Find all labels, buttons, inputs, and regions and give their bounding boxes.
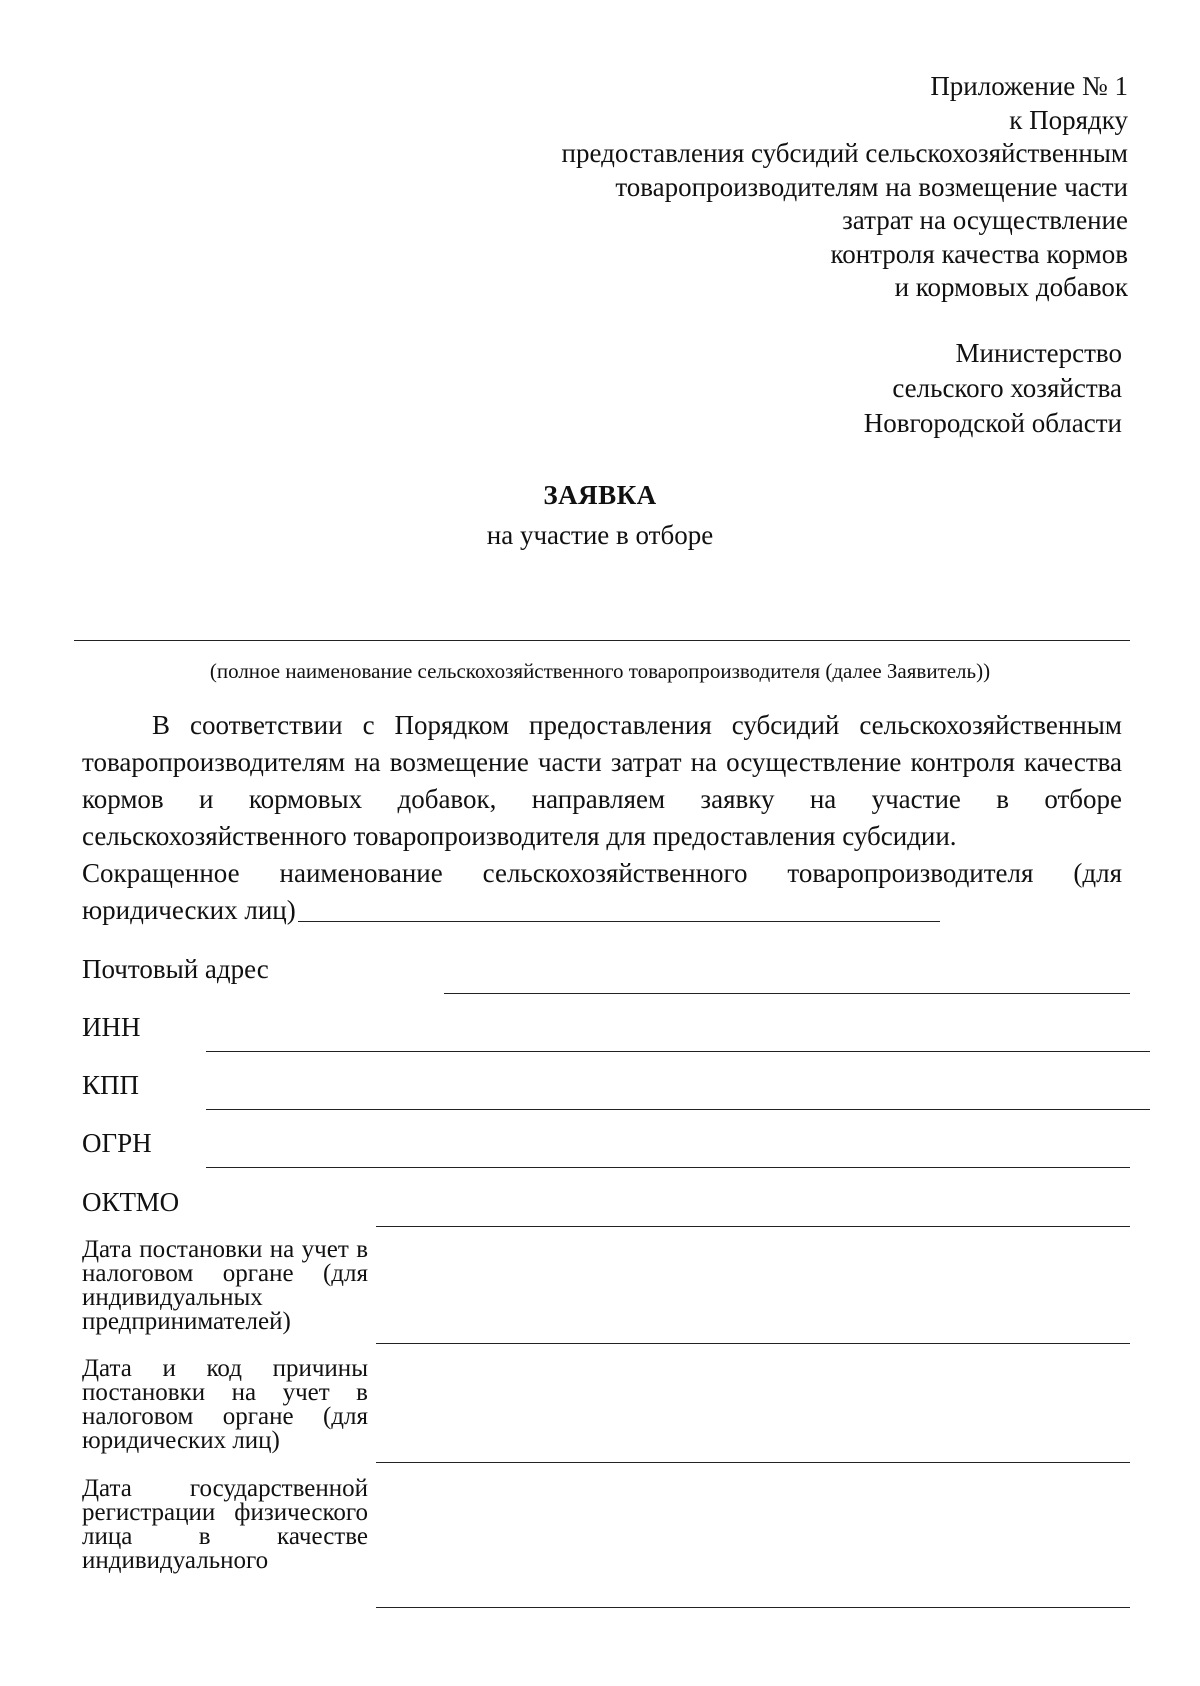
appendix-line: и кормовых добавок [894, 272, 1128, 302]
appendix-line: контроля качества кормов [830, 238, 1128, 269]
postal-address-label: Почтовый адрес [82, 954, 269, 984]
ogrn-line[interactable] [206, 1167, 1130, 1168]
inn-label: ИНН [82, 1012, 141, 1042]
kpp-line[interactable] [206, 1109, 1150, 1110]
appendix-line: товаропроизводителям на возмещение части [615, 171, 1128, 202]
appendix-header [428, 70, 1128, 305]
addressee-line: Министерство [955, 338, 1122, 368]
tax-registration-date-ip-label: Дата постановки на учет в налоговом органе (для индивидуальных предпринимателей) [82, 1236, 368, 1335]
addressee-line: Новгородской области [863, 408, 1122, 438]
kpp-label: КПП [82, 1070, 140, 1100]
addressee-line: сельского хозяйства [892, 373, 1122, 403]
short-name-label: Сокращенное наименование сельскохозяйственного товаропроизводителя (для юридических лиц) [82, 858, 1122, 925]
short-name-row [82, 855, 1122, 929]
tax-registration-date-code-ul-label: Дата и код причины постановки на учет в налоговом органе (для юридических лиц) [82, 1355, 368, 1454]
state-registration-date-line[interactable] [376, 1607, 1130, 1608]
appendix-line: затрат на осуществление [842, 205, 1128, 235]
postal-address-line[interactable] [444, 993, 1130, 994]
state-registration-date-label: Дата государственной регистрации физического лица в качестве индивидуального [82, 1475, 368, 1574]
addressee-block [722, 336, 1122, 441]
tax-registration-date-code-ul-line[interactable] [376, 1462, 1130, 1463]
body-paragraph: В соответствии с Порядком предоставления субсидий сельскохозяйственным товаропроизводителям на возмещение части затрат на осуществление контроля качества кормов и кормовых добавок, направляем заявку на участие в отборе сельскохозяйственного товаропроизводителя для предоставления субсидии. [82, 710, 1122, 851]
applicant-name-caption: (полное наименование сельскохозяйственного товаропроизводителя (далее Заявитель)) [209, 659, 991, 683]
applicant-name-line[interactable] [74, 640, 1130, 641]
tax-registration-date-ip-line[interactable] [376, 1343, 1130, 1344]
inn-line[interactable] [206, 1051, 1150, 1052]
appendix-line: Приложение № 1 [930, 71, 1128, 101]
document-subtitle: на участие в отборе [486, 520, 714, 550]
oktmo-line[interactable] [376, 1226, 1130, 1227]
ogrn-label: ОГРН [82, 1128, 152, 1158]
document-title: ЗАЯВКА [543, 480, 657, 510]
appendix-line: предоставления субсидий сельскохозяйственным [561, 138, 1128, 168]
oktmo-label: ОКТМО [82, 1187, 180, 1217]
appendix-line: к Порядку [1009, 104, 1128, 135]
short-name-line[interactable] [298, 921, 940, 922]
